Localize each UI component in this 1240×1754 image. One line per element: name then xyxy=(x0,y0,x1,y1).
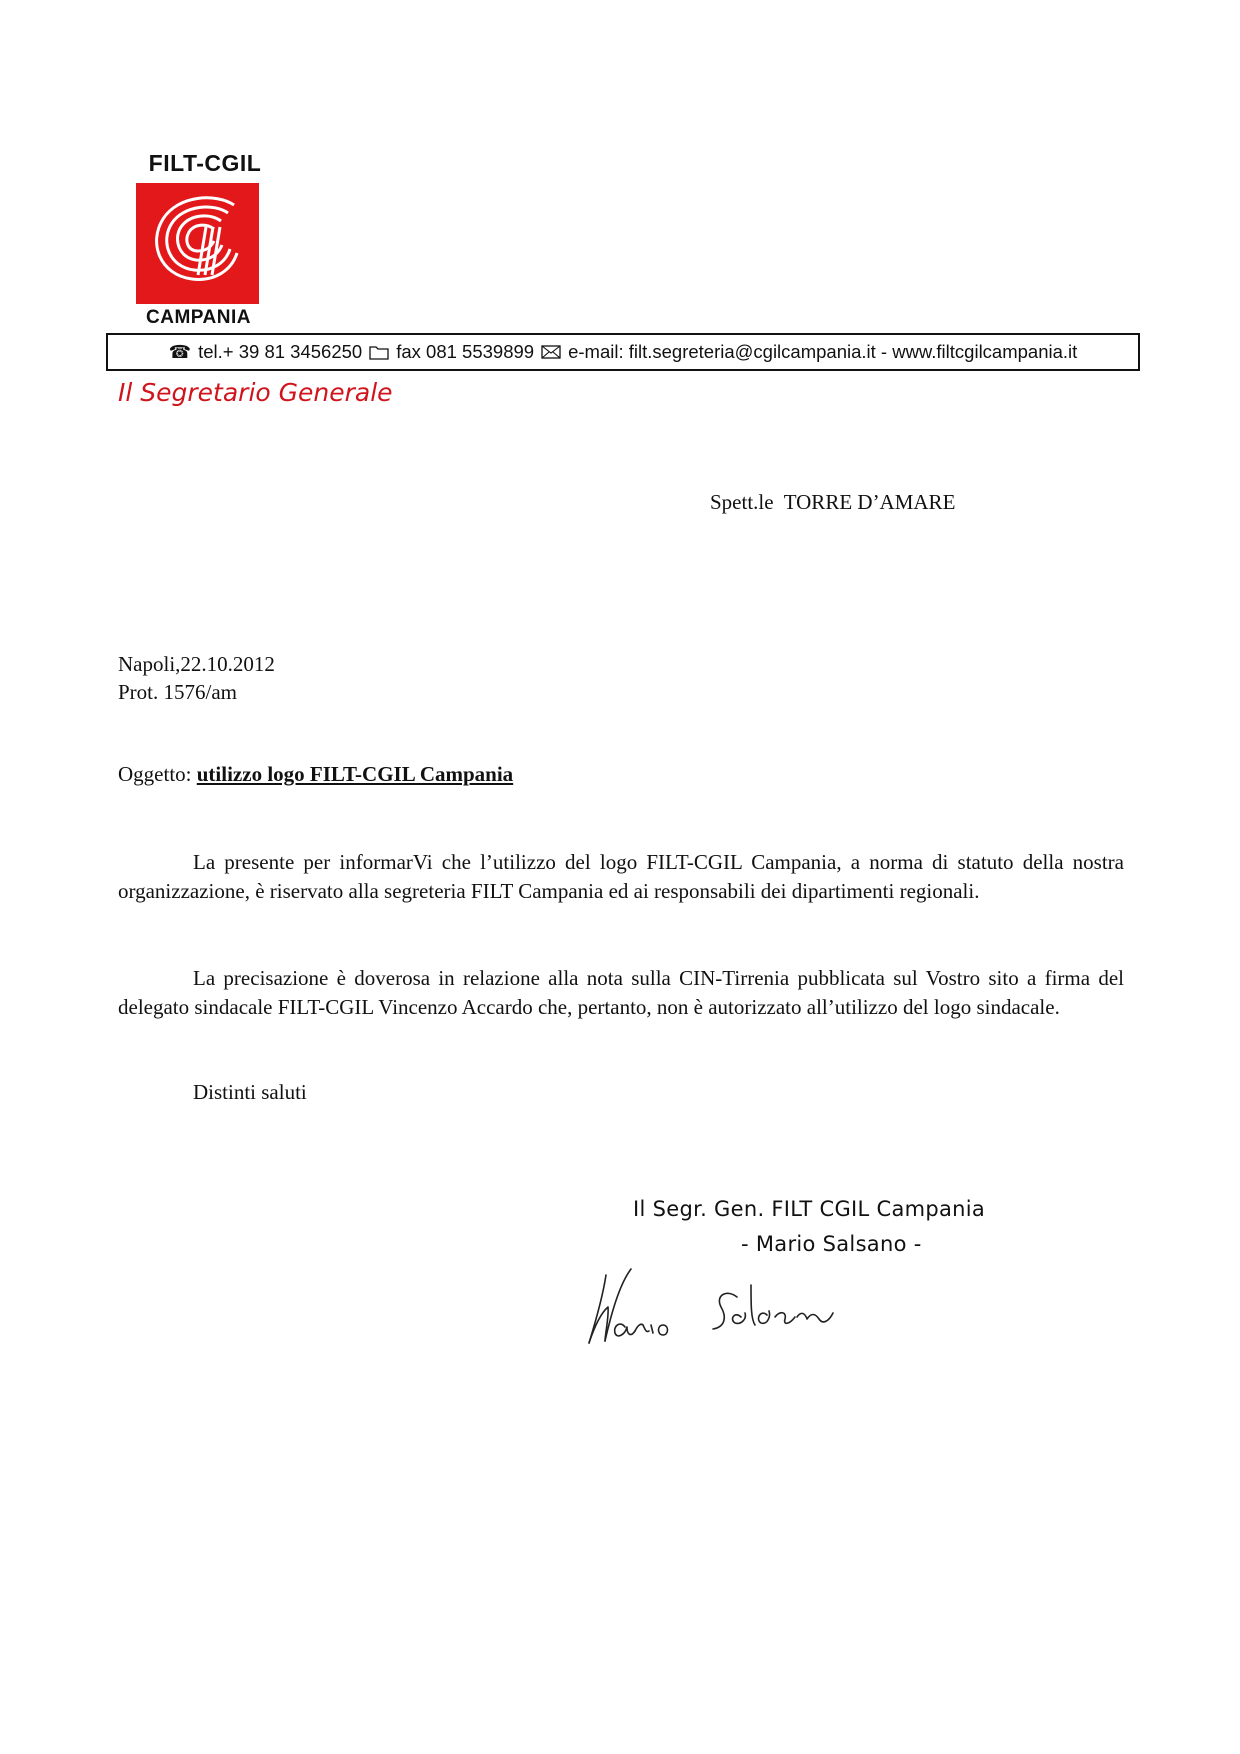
organization-region: CAMPANIA xyxy=(146,307,251,328)
fax-number: fax 081 5539899 xyxy=(396,341,535,362)
subject-label: Oggetto: xyxy=(118,762,192,786)
subject-line xyxy=(118,762,513,787)
protocol-number: Prot. 1576/am xyxy=(118,680,237,704)
filt-cgil-logo xyxy=(136,183,259,304)
body-paragraph-2: La precisazione è doverosa in relazione alla nota sulla CIN-Tirrenia pubblicata sul Vostro sito a firma del delegato sindacale FILT-CGIL Vincenzo Accardo che, pertanto, non è autorizzato all’utilizzo del logo sindacale. xyxy=(118,966,1124,1019)
signatory-name: - Mario Salsano - xyxy=(741,1232,922,1256)
telephone-icon: ☎ xyxy=(168,341,192,362)
body-paragraph-1: La presente per informarVi che l’utilizzo del logo FILT-CGIL Campania, a norma di statuto della nostra organizzazione, è riservato alla segreteria FILT Campania ed ai responsabili dei dipartimenti regionali. xyxy=(118,850,1124,903)
secretary-title: Il Segretario Generale xyxy=(118,378,393,407)
signature-icon xyxy=(575,1255,915,1355)
contact-bar xyxy=(106,333,1140,371)
email-and-website: e-mail: filt.segreteria@cgilcampania.it - www.filtcgilcampania.it xyxy=(568,341,1078,362)
handwritten-signature xyxy=(575,1255,915,1360)
signatory-role: Il Segr. Gen. FILT CGIL Campania xyxy=(633,1197,986,1221)
envelope-icon xyxy=(541,342,561,363)
phone-number: tel.+ 39 81 3456250 xyxy=(198,341,363,362)
filt-cgil-logo-icon xyxy=(136,183,259,304)
place-date: Napoli,22.10.2012 xyxy=(118,652,275,676)
organization-name-top: FILT-CGIL xyxy=(148,150,262,176)
subject-text: utilizzo logo FILT-CGIL Campania xyxy=(196,762,514,786)
date-and-protocol xyxy=(118,650,275,706)
fax-icon xyxy=(369,342,389,363)
closing-salutation: Distinti saluti xyxy=(193,1080,307,1104)
recipient: Spett.le TORRE D’AMARE xyxy=(710,490,956,514)
